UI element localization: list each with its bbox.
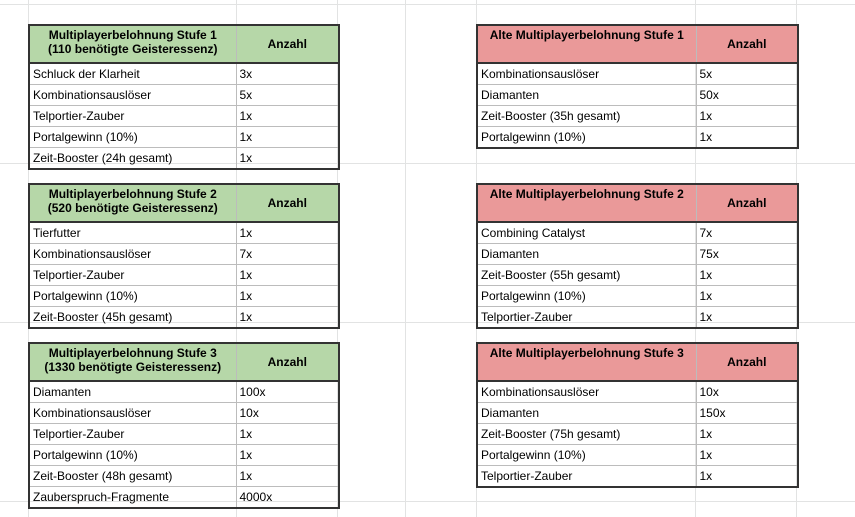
item-name-cell[interactable]: Kombinationsauslöser xyxy=(29,244,236,265)
item-name-cell[interactable]: Telportier-Zauber xyxy=(29,265,236,286)
column-header-anzahl[interactable]: Anzahl xyxy=(236,184,339,222)
item-name-cell[interactable]: Diamanten xyxy=(477,403,696,424)
old-reward-table-stufe-1 xyxy=(476,24,799,149)
quantity-cell[interactable]: 1x xyxy=(236,307,339,329)
table-row xyxy=(29,487,339,509)
column-header-anzahl[interactable]: Anzahl xyxy=(236,343,339,381)
item-name-cell[interactable]: Zeit-Booster (24h gesamt) xyxy=(29,148,236,170)
item-name-cell[interactable]: Kombinationsauslöser xyxy=(477,63,696,85)
table-row xyxy=(29,63,339,85)
table-row xyxy=(477,127,798,149)
item-name-cell[interactable]: Portalgewinn (10%) xyxy=(477,127,696,149)
quantity-cell[interactable]: 100x xyxy=(236,381,339,403)
item-name-cell[interactable]: Combining Catalyst xyxy=(477,222,696,244)
table-title[interactable]: Alte Multiplayerbelohnung Stufe 3 xyxy=(477,343,696,381)
table-row xyxy=(29,148,339,170)
table-row xyxy=(29,424,339,445)
column-header-anzahl[interactable]: Anzahl xyxy=(236,25,339,63)
quantity-cell[interactable]: 1x xyxy=(236,222,339,244)
table-row xyxy=(477,244,798,265)
table-subtitle: (520 benötigte Geisteressenz) xyxy=(47,201,218,215)
table-row xyxy=(477,381,798,403)
quantity-cell[interactable]: 150x xyxy=(696,403,798,424)
table-subtitle: (110 benötigte Geisteressenz) xyxy=(48,42,218,56)
table-title-cell[interactable] xyxy=(29,25,236,63)
item-name-cell[interactable]: Portalgewinn (10%) xyxy=(29,127,236,148)
table-row xyxy=(29,403,339,424)
quantity-cell[interactable]: 5x xyxy=(696,63,798,85)
item-name-cell[interactable]: Portalgewinn (10%) xyxy=(477,286,696,307)
table-row xyxy=(477,445,798,466)
table-row xyxy=(29,85,339,106)
quantity-cell[interactable]: 75x xyxy=(696,244,798,265)
item-name-cell[interactable]: Zeit-Booster (48h gesamt) xyxy=(29,466,236,487)
quantity-cell[interactable]: 1x xyxy=(696,265,798,286)
item-name-cell[interactable]: Zeit-Booster (75h gesamt) xyxy=(477,424,696,445)
quantity-cell[interactable]: 1x xyxy=(236,424,339,445)
reward-table-stufe-2 xyxy=(28,183,340,329)
table-row xyxy=(477,286,798,307)
table-title: Multiplayerbelohnung Stufe 2 xyxy=(48,187,217,201)
gridline xyxy=(0,4,855,5)
table-title-cell[interactable] xyxy=(29,343,236,381)
quantity-cell[interactable]: 4000x xyxy=(236,487,339,509)
item-name-cell[interactable]: Kombinationsauslöser xyxy=(477,381,696,403)
table-row xyxy=(29,466,339,487)
item-name-cell[interactable]: Telportier-Zauber xyxy=(29,424,236,445)
quantity-cell[interactable]: 10x xyxy=(236,403,339,424)
old-reward-table-stufe-3 xyxy=(476,342,799,488)
quantity-cell[interactable]: 1x xyxy=(236,148,339,170)
column-header-anzahl[interactable]: Anzahl xyxy=(696,343,798,381)
quantity-cell[interactable]: 1x xyxy=(696,307,798,329)
table-row xyxy=(477,85,798,106)
quantity-cell[interactable]: 5x xyxy=(236,85,339,106)
item-name-cell[interactable]: Zeit-Booster (45h gesamt) xyxy=(29,307,236,329)
item-name-cell[interactable]: Kombinationsauslöser xyxy=(29,85,236,106)
quantity-cell[interactable]: 1x xyxy=(696,445,798,466)
item-name-cell[interactable]: Diamanten xyxy=(477,244,696,265)
column-header-anzahl[interactable]: Anzahl xyxy=(696,25,798,63)
table-row xyxy=(477,106,798,127)
quantity-cell[interactable]: 1x xyxy=(236,445,339,466)
table-row xyxy=(477,403,798,424)
table-title: Multiplayerbelohnung Stufe 3 xyxy=(48,346,217,360)
reward-table-stufe-3 xyxy=(28,342,340,509)
quantity-cell[interactable]: 1x xyxy=(236,127,339,148)
quantity-cell[interactable]: 1x xyxy=(236,265,339,286)
item-name-cell[interactable]: Tierfutter xyxy=(29,222,236,244)
column-header-anzahl[interactable]: Anzahl xyxy=(696,184,798,222)
quantity-cell[interactable]: 1x xyxy=(696,286,798,307)
table-row xyxy=(477,307,798,329)
quantity-cell[interactable]: 3x xyxy=(236,63,339,85)
quantity-cell[interactable]: 10x xyxy=(696,381,798,403)
item-name-cell[interactable]: Zeit-Booster (55h gesamt) xyxy=(477,265,696,286)
item-name-cell[interactable]: Portalgewinn (10%) xyxy=(29,286,236,307)
quantity-cell[interactable]: 7x xyxy=(236,244,339,265)
item-name-cell[interactable]: Zeit-Booster (35h gesamt) xyxy=(477,106,696,127)
item-name-cell[interactable]: Kombinationsauslöser xyxy=(29,403,236,424)
table-row xyxy=(29,106,339,127)
quantity-cell[interactable]: 1x xyxy=(696,106,798,127)
table-row xyxy=(477,222,798,244)
table-row xyxy=(29,244,339,265)
table-row xyxy=(29,445,339,466)
table-title: Multiplayerbelohnung Stufe 1 xyxy=(48,28,217,42)
item-name-cell[interactable]: Telportier-Zauber xyxy=(29,106,236,127)
quantity-cell[interactable]: 1x xyxy=(696,127,798,149)
table-row xyxy=(29,307,339,329)
table-row xyxy=(29,222,339,244)
table-row xyxy=(29,286,339,307)
table-title-cell[interactable] xyxy=(29,184,236,222)
item-name-cell[interactable]: Zauberspruch-Fragmente xyxy=(29,487,236,509)
gridline xyxy=(405,0,406,517)
table-row xyxy=(29,265,339,286)
table-title[interactable]: Alte Multiplayerbelohnung Stufe 1 xyxy=(477,25,696,63)
quantity-cell[interactable]: 50x xyxy=(696,85,798,106)
quantity-cell[interactable]: 1x xyxy=(696,466,798,488)
item-name-cell[interactable]: Diamanten xyxy=(29,381,236,403)
table-row xyxy=(477,424,798,445)
table-subtitle: (1330 benötigte Geisteressenz) xyxy=(44,360,222,374)
table-title[interactable]: Alte Multiplayerbelohnung Stufe 2 xyxy=(477,184,696,222)
quantity-cell[interactable]: 1x xyxy=(696,424,798,445)
item-name-cell[interactable]: Diamanten xyxy=(477,85,696,106)
item-name-cell[interactable]: Portalgewinn (10%) xyxy=(477,445,696,466)
quantity-cell[interactable]: 1x xyxy=(236,466,339,487)
table-row xyxy=(477,466,798,488)
old-reward-table-stufe-2 xyxy=(476,183,799,329)
table-row xyxy=(29,381,339,403)
item-name-cell[interactable]: Schluck der Klarheit xyxy=(29,63,236,85)
table-row xyxy=(477,265,798,286)
quantity-cell[interactable]: 1x xyxy=(236,286,339,307)
item-name-cell[interactable]: Telportier-Zauber xyxy=(477,307,696,329)
reward-table-stufe-1 xyxy=(28,24,340,170)
table-row xyxy=(477,63,798,85)
table-row xyxy=(29,127,339,148)
quantity-cell[interactable]: 1x xyxy=(236,106,339,127)
item-name-cell[interactable]: Telportier-Zauber xyxy=(477,466,696,488)
item-name-cell[interactable]: Portalgewinn (10%) xyxy=(29,445,236,466)
quantity-cell[interactable]: 7x xyxy=(696,222,798,244)
